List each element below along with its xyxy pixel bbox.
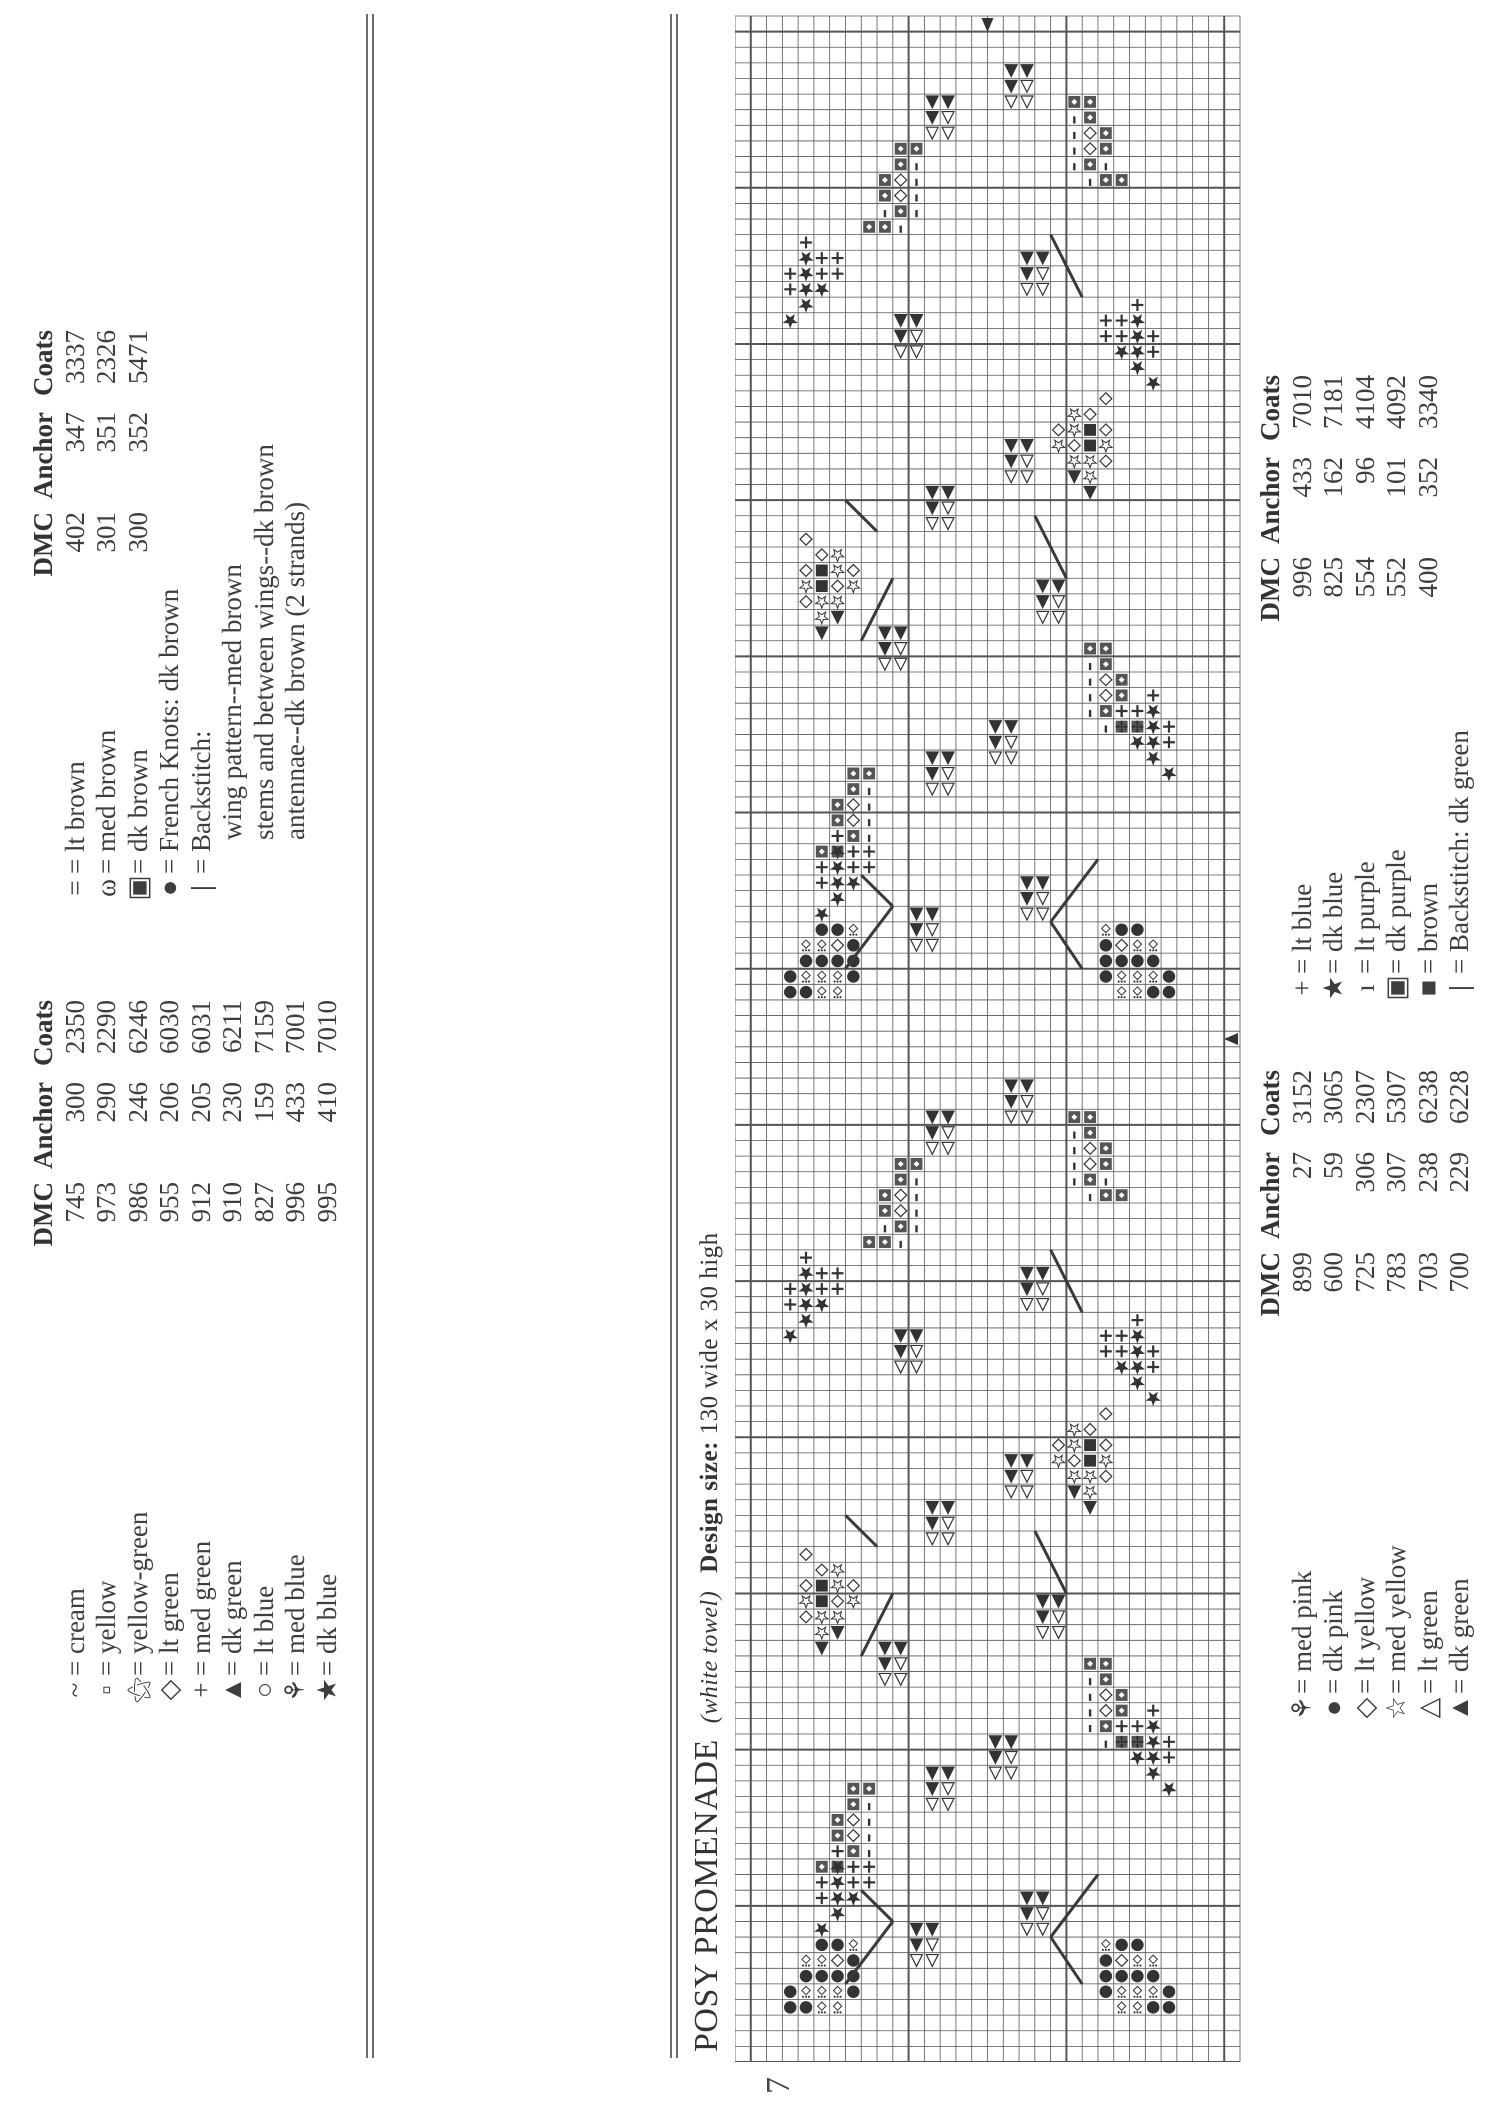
key-row [1413, 375, 1445, 1002]
coats-number: 7001 [280, 1000, 310, 1054]
color-name: = med pink [1286, 1570, 1317, 1694]
key-row [1444, 375, 1476, 1002]
framed-flower-square-icon: ▣ [1381, 975, 1411, 1001]
key-row [60, 1000, 92, 1704]
coats-number: 6238 [1412, 1070, 1443, 1124]
key-row [280, 1000, 312, 1704]
dmc-number: 955 [154, 1182, 184, 1223]
dmc-number [1444, 557, 1476, 627]
coats-number: 3340 [1412, 375, 1443, 429]
color-name: = lt blue [248, 1585, 279, 1676]
dmc-header: DMC [28, 512, 58, 577]
dmc-number: 725 [1349, 1252, 1380, 1293]
color-name: = cream [59, 1588, 90, 1676]
dmc-number: 600 [1318, 1252, 1348, 1293]
backstitch-note: antennae--dk brown (2 strands) [280, 501, 310, 840]
coats-number: 5307 [1381, 1070, 1411, 1124]
dmc-header: DMC [1255, 557, 1285, 622]
floss-key-bottom-right [1255, 375, 1476, 1002]
coats-header: Coats [28, 1000, 58, 1066]
key-row [312, 1000, 344, 1704]
bar-icon: | [1444, 985, 1474, 991]
color-name: = French Knots: dk brown [154, 588, 184, 874]
key-row [91, 1000, 123, 1704]
key-header [1255, 1070, 1287, 1722]
coats-number: 2326 [91, 330, 121, 384]
key-row [154, 330, 186, 902]
flower-diamond-icon: ⚘ [280, 1677, 310, 1703]
filled-star-icon: ★ [311, 1677, 342, 1703]
dmc-number: 700 [1444, 1252, 1474, 1293]
coats-header: Coats [28, 330, 58, 396]
diamond-icon: ◇ [1349, 1697, 1380, 1719]
plus-icon: + [1286, 980, 1317, 996]
small-square-icon: ▫ [91, 1685, 121, 1695]
anchor-number: 96 [1349, 457, 1380, 484]
dmc-number [186, 512, 218, 582]
color-name: = dk purple [1381, 849, 1411, 974]
separator-double-line-upper [366, 14, 374, 2058]
color-name: = lt brown [59, 761, 90, 874]
anchor-number: 347 [59, 412, 90, 453]
chart-title [688, 1232, 726, 2052]
anchor-number [1444, 457, 1476, 557]
dmc-number: 995 [311, 1182, 342, 1223]
coats-number [1444, 375, 1476, 457]
dmc-number: 703 [1412, 1252, 1443, 1293]
outlined-star-cross-icon: ⚝ [122, 1676, 153, 1704]
color-name: = brown [1412, 883, 1443, 974]
anchor-header: Anchor [1255, 457, 1285, 544]
coats-number [186, 330, 218, 412]
framed-flower-square-icon: ▣ [122, 875, 153, 901]
dmc-number: 554 [1349, 557, 1380, 598]
color-name: = dk green [217, 1560, 247, 1676]
floss-key-bottom-left [1255, 1070, 1476, 1722]
anchor-number: 306 [1349, 1152, 1380, 1193]
color-name: = med green [185, 1540, 216, 1676]
anchor-number: 300 [59, 1082, 90, 1123]
tilde-icon: ~ [59, 1682, 90, 1698]
coats-header: Coats [1255, 1070, 1285, 1136]
anchor-header: Anchor [28, 1082, 58, 1169]
key-row [123, 1000, 155, 1704]
dmc-number: 745 [59, 1182, 90, 1223]
color-name: = med brown [91, 729, 121, 874]
color-name: = lt purple [1349, 861, 1380, 974]
anchor-number: 352 [122, 412, 153, 453]
anchor-number: 410 [311, 1082, 342, 1123]
coats-number: 7010 [1286, 375, 1317, 429]
anchor-number: 27 [1286, 1152, 1317, 1179]
anchor-number: 205 [185, 1082, 216, 1123]
floss-key-top-right [28, 330, 312, 902]
outlined-triangle-icon: △ [1412, 1697, 1443, 1719]
anchor-number: 352 [1412, 457, 1443, 498]
filled-triangle-icon: ▲ [217, 1676, 247, 1704]
anchor-number: 59 [1318, 1152, 1348, 1179]
color-name: = dk brown [122, 749, 153, 874]
dmc-number: 986 [122, 1182, 153, 1223]
color-name: = med blue [280, 1554, 310, 1676]
coats-number: 5471 [122, 330, 153, 384]
anchor-number: 351 [91, 412, 121, 453]
dmc-number: 301 [91, 512, 121, 553]
omega-icon: ω [91, 879, 121, 897]
color-name: = lt yellow [1349, 1576, 1380, 1694]
color-name: = med yellow [1381, 1545, 1411, 1694]
anchor-number: 246 [122, 1082, 153, 1123]
anchor-header: Anchor [1255, 1152, 1285, 1239]
key-header [28, 330, 60, 902]
color-name: = Backstitch: [185, 730, 216, 874]
dmc-number: 996 [280, 1182, 310, 1223]
color-name: = dk blue [1318, 871, 1348, 974]
coats-number: 6228 [1444, 1070, 1474, 1124]
coats-number: 3337 [59, 330, 90, 384]
key-row [1381, 375, 1413, 1002]
outlined-star-icon: ☆ [1381, 1695, 1411, 1721]
color-name: = lt blue [1286, 883, 1317, 974]
filled-square-icon: ■ [1412, 979, 1443, 997]
coats-number: 6030 [154, 1000, 184, 1054]
key-row [1287, 375, 1319, 1002]
anchor-number: 230 [217, 1082, 247, 1123]
dmc-number: 996 [1286, 557, 1317, 598]
dmc-number: 910 [217, 1182, 247, 1223]
anchor-number: 307 [1381, 1152, 1411, 1193]
backstitch-note: stems and between wings--dk brown [248, 444, 279, 840]
key-row [1287, 1070, 1319, 1722]
anchor-number: 206 [154, 1082, 184, 1123]
anchor-number: 433 [1286, 457, 1317, 498]
anchor-number: 433 [280, 1082, 310, 1123]
dmc-number: 825 [1318, 557, 1348, 598]
flower-diamond-icon: ⚘ [1286, 1695, 1317, 1721]
color-name: = lt green [1412, 1590, 1443, 1694]
anchor-number [186, 412, 218, 512]
filled-star-icon: ★ [1318, 975, 1348, 1001]
dmc-number: 899 [1286, 1252, 1317, 1293]
plus-icon: + [185, 1682, 216, 1698]
coats-number [154, 330, 186, 412]
dmc-number: 552 [1381, 557, 1411, 598]
circle-icon: ○ [248, 1681, 279, 1699]
fabric-note: (white towel) [697, 1590, 723, 1724]
coats-number: 4104 [1349, 375, 1380, 429]
coats-number: 7159 [248, 1000, 279, 1054]
equals-icon: = [59, 880, 90, 896]
key-row [1413, 1070, 1445, 1722]
coats-number: 2350 [59, 1000, 90, 1054]
coats-number: 3152 [1286, 1070, 1317, 1124]
anchor-header: Anchor [28, 412, 58, 499]
key-row [186, 1000, 218, 1704]
backstitch-note: wing pattern--med brown [217, 564, 247, 840]
dmc-number: 400 [1412, 557, 1443, 598]
coats-number: 6246 [122, 1000, 153, 1054]
key-row [154, 1000, 186, 1704]
color-name: = yellow-green [122, 1511, 153, 1676]
key-row [91, 330, 123, 902]
key-row [1444, 1070, 1476, 1722]
dmc-number: 300 [122, 512, 153, 553]
dmc-number: 973 [91, 1182, 121, 1223]
color-name: = dk pink [1318, 1590, 1348, 1694]
dmc-number [154, 512, 186, 582]
dmc-header: DMC [28, 1182, 58, 1247]
anchor-number: 229 [1444, 1152, 1474, 1193]
filled-triangle-icon: ▲ [1444, 1694, 1474, 1722]
coats-number: 2290 [91, 1000, 121, 1054]
design-name: POSY PROMENADE [688, 1739, 725, 2052]
anchor-number [154, 412, 186, 512]
dmc-number: 827 [248, 1182, 279, 1223]
key-row [217, 1000, 249, 1704]
dmc-header: DMC [1255, 1252, 1285, 1317]
key-row [1318, 375, 1350, 1002]
floss-key-top-left [28, 1000, 343, 1704]
anchor-number: 162 [1318, 457, 1348, 498]
coats-header: Coats [1255, 375, 1285, 441]
design-size: Design size: 130 wide x 30 high [696, 1232, 723, 1573]
coats-number: 7181 [1318, 375, 1348, 429]
key-row [123, 330, 155, 902]
color-name: = dk green [1444, 1578, 1474, 1694]
coats-number: 6031 [185, 1000, 216, 1054]
short-bar-icon: ı [1349, 984, 1380, 992]
coats-number: 4092 [1381, 375, 1411, 429]
key-row [60, 330, 92, 902]
page-number: 7 [760, 2077, 797, 2094]
key-row [1381, 1070, 1413, 1722]
dmc-number: 402 [59, 512, 90, 553]
key-row [1318, 1070, 1350, 1722]
key-row [1350, 375, 1382, 1002]
coats-number: 6211 [217, 1000, 247, 1053]
filled-circle-icon: ● [1318, 1699, 1348, 1717]
key-row [249, 1000, 281, 1704]
coats-number: 7010 [311, 1000, 342, 1054]
coats-number: 3065 [1318, 1070, 1348, 1124]
coats-number: 2307 [1349, 1070, 1380, 1124]
anchor-number: 101 [1381, 457, 1411, 498]
color-name: = dk blue [311, 1573, 342, 1676]
cross-stitch-chart [735, 12, 1250, 2062]
dmc-number: 783 [1381, 1252, 1411, 1293]
anchor-number: 238 [1412, 1152, 1443, 1193]
diamond-icon: ◇ [154, 1679, 184, 1701]
color-name: = lt green [154, 1572, 184, 1676]
dmc-number: 912 [185, 1182, 216, 1223]
key-row [186, 330, 218, 902]
dot-icon: ● [154, 879, 184, 897]
color-name: = yellow [91, 1580, 121, 1676]
key-header [1255, 375, 1287, 1002]
bar-icon: | [185, 885, 216, 891]
separator-double-line-lower [670, 14, 678, 2058]
anchor-number: 290 [91, 1082, 121, 1123]
key-row [1350, 1070, 1382, 1722]
key-header [28, 1000, 60, 1704]
anchor-number: 159 [248, 1082, 279, 1123]
color-name: = Backstitch: dk green [1444, 730, 1474, 974]
